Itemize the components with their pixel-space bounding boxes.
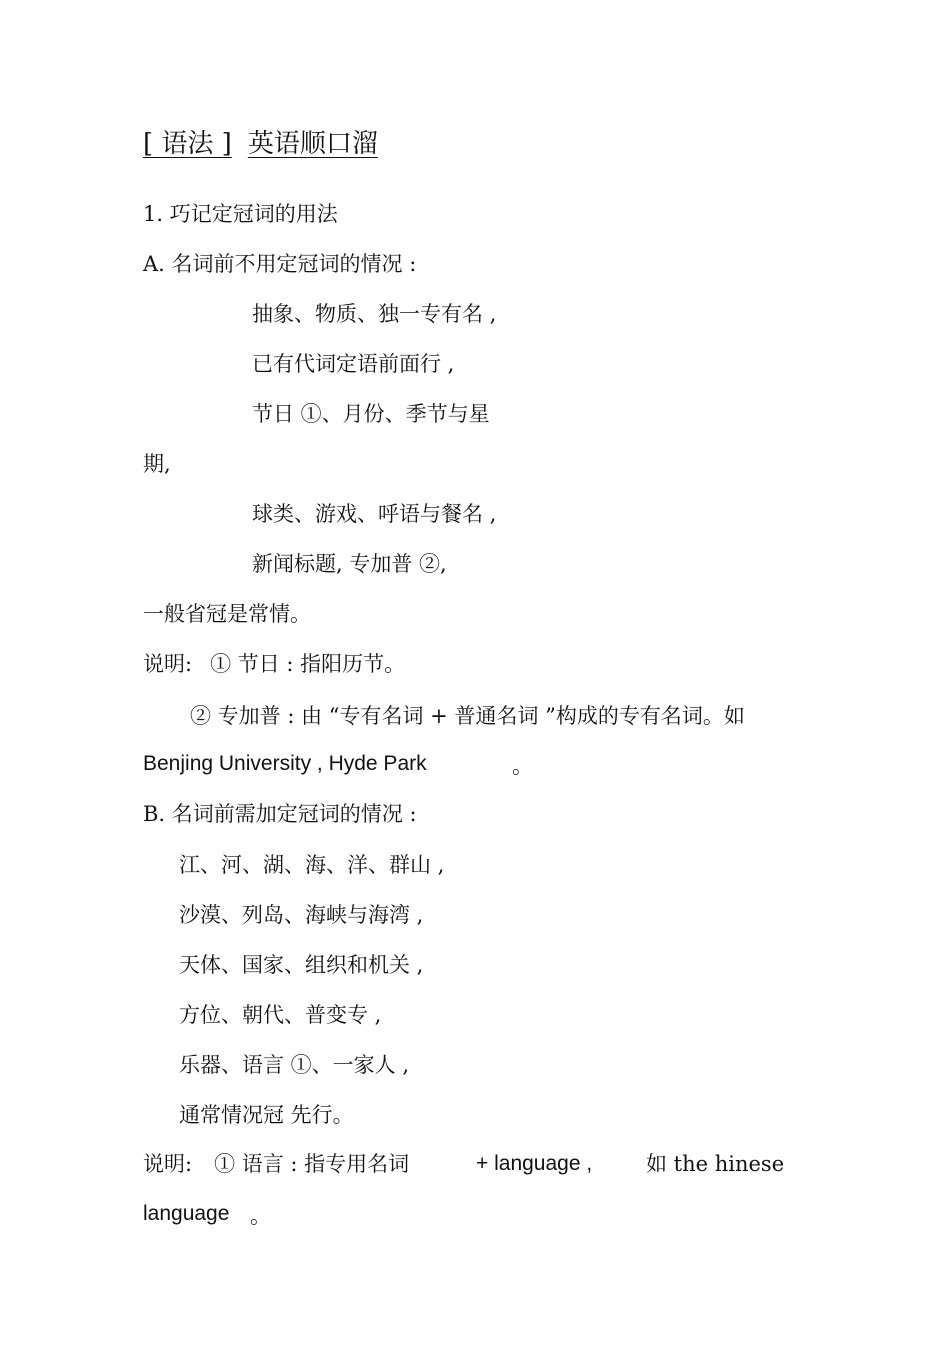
- part-b-verse-line-1: 江、河、湖、海、洋、群山 ,: [179, 853, 445, 877]
- part-b-heading: B. 名词前需加定冠词的情况 :: [143, 802, 417, 826]
- document-title: [143, 128, 378, 160]
- part-b-verse-line-4: 方位、朝代、普变专 ,: [179, 1003, 382, 1027]
- part-b-note-1-a: ① 语言 : 指专用名词: [214, 1152, 410, 1176]
- section-heading-1: 1. 巧记定冠词的用法: [143, 202, 338, 226]
- part-a-verse-line-2: 已有代词定语前面行 ,: [252, 352, 455, 376]
- part-a-verse-line-7: 一般省冠是常情。: [143, 602, 311, 626]
- part-b-note-1-c: 如 the hinese: [646, 1152, 785, 1176]
- part-a-verse-line-3: 节日 ①、月份、季节与星: [252, 402, 490, 426]
- part-a-note-2: ② 专加普 : 由 “专有名词 + 普通名词 ”构成的专有名词。如: [190, 704, 745, 728]
- part-a-example-text: Benjing University , Hyde Park: [143, 752, 427, 775]
- part-a-note-1: [143, 651, 405, 677]
- part-a-note-2-end: 。: [512, 754, 533, 778]
- part-b-verse-line-3: 天体、国家、组织和机关 ,: [179, 953, 424, 977]
- part-a-note-1-text: ① 节日 : 指阳历节。: [210, 652, 406, 676]
- part-b-note-label: 说明:: [143, 1152, 193, 1176]
- part-b-note-1-b: + language ,: [476, 1152, 593, 1175]
- part-b-note-1: [143, 1151, 409, 1177]
- part-b-verse-line-2: 沙漠、列岛、海峡与海湾 ,: [179, 903, 424, 927]
- part-b-verse-line-6: 通常情况冠 先行。: [179, 1103, 354, 1127]
- part-b-note-1-d: language: [143, 1202, 230, 1225]
- part-a-note-2-example: [143, 751, 427, 777]
- part-a-verse-line-5: 球类、游戏、呼语与餐名 ,: [252, 502, 497, 526]
- part-b-verse-line-5: 乐器、语言 ①、一家人 ,: [179, 1053, 410, 1077]
- part-a-note-label: 说明:: [143, 652, 193, 676]
- part-b-note-1-end: 。: [250, 1204, 271, 1228]
- part-a-verse-line-6: 新闻标题, 专加普 ②,: [252, 552, 447, 576]
- part-a-verse-line-4: 期,: [143, 452, 171, 476]
- part-a-verse-line-1: 抽象、物质、独一专有名 ,: [252, 302, 497, 326]
- title-text: 英语顺口溜: [247, 129, 378, 159]
- part-a-heading: A. 名词前不用定冠词的情况 :: [143, 252, 417, 276]
- title-tag: [ 语法 ]: [143, 129, 232, 159]
